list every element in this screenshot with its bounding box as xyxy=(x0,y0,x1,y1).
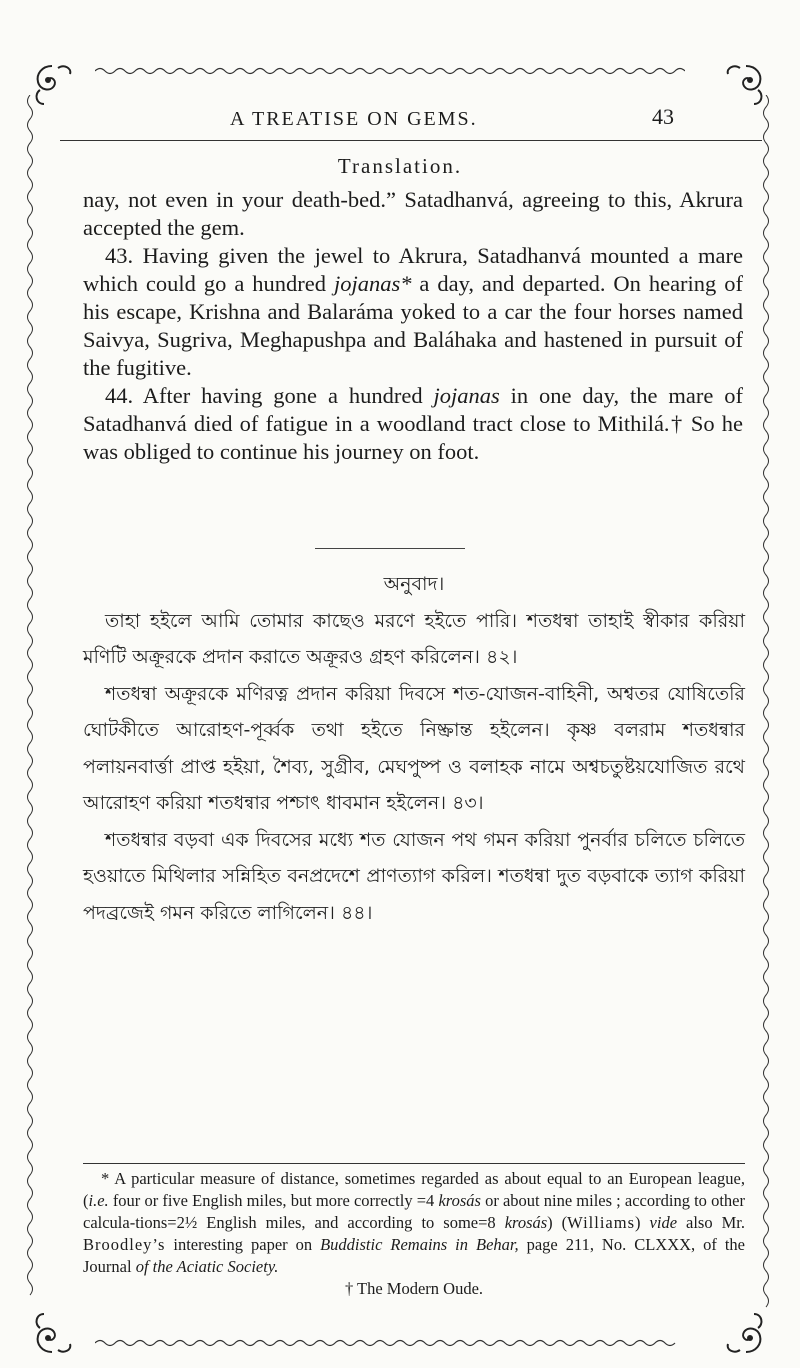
footnote xyxy=(83,1168,745,1278)
italic-term: jojanas xyxy=(433,383,500,408)
top-border-ornament xyxy=(95,66,685,76)
footnote-mark: * xyxy=(101,1169,110,1188)
italic-term: vide xyxy=(649,1213,678,1232)
paragraph: শতধন্বা অক্রূরকে মণিরত্ন প্রদান করিয়া দিবসে শত-যোজন-বাহিনী, অশ্বতর যোষিতেরি ঘোটকীতে আরোহণ-পূর্ব্বক তথা হইতে নিষ্ক্রান্ত হইলেন। কৃষ্ণ বলরাম শতধন্বার পলায়নবার্ত্তা প্রাপ্ত হইয়া, শৈব্য, সুগ্রীব, মেঘপুষ্প ও বলাহক নামে অশ্বচতুষ্টয়যোজিত রথে আরোহণ করিয়া শতধন্বার পশ্চাৎ ধাবমান হইলেন। ৪৩। xyxy=(83,682,745,814)
text-run: interesting paper on xyxy=(165,1235,321,1254)
text-run: A particular measure of distance, sometimes regarded as about equal to an European league, ( xyxy=(83,1169,745,1210)
text-run: a day, and departed. On hearing of his escape, Krishna and Balaráma yoked to a car the four horses named Saivya, Sugriva, Meghapushpa and Baláhaka and hastened in pursuit of the fugitive. xyxy=(83,271,743,380)
page-number: 43 xyxy=(652,104,674,129)
italic-term: jojanas xyxy=(333,271,401,296)
text-run: ) ( xyxy=(547,1213,568,1232)
left-border-ornament xyxy=(24,95,36,1335)
text-run: ) xyxy=(635,1213,650,1232)
author-name: Broodley’s xyxy=(83,1235,166,1254)
text-run: 44. After having gone a hundred xyxy=(105,383,434,408)
section-title: Translation. xyxy=(337,154,463,178)
text-run: or about nine miles ; according to other calcula-tions=2½ English miles, and according to some=8 xyxy=(83,1191,745,1232)
corner-flourish-icon xyxy=(28,1310,76,1358)
running-head: A TREATISE ON GEMS. xyxy=(230,108,478,130)
footnote-rule xyxy=(83,1163,745,1164)
paragraph: শতধন্বার বড়বা এক দিবসের মধ্যে শত যোজন পথ গমন করিয়া পুনর্বার চলিতে চলিতে হওয়াতে মিথিলার সন্নিহিত বনপ্রদেশে প্রাণত্যাগ করিল। শতধন্বা দুত বড়বাকে ত্যাগ করিয়া পদব্রজেই গমন করিতে লাগিলেন। ৪৪। xyxy=(83,828,745,924)
header-rule xyxy=(60,140,762,141)
text-run: page 211, No. CLXXX, of the Journal xyxy=(83,1235,745,1276)
corner-flourish-icon xyxy=(28,60,76,108)
italic-term: of the Aciatic Society. xyxy=(135,1257,279,1276)
text-run: also Mr. xyxy=(677,1213,745,1232)
paragraph xyxy=(83,186,743,242)
paragraph xyxy=(83,242,743,382)
bengali-text xyxy=(83,566,745,931)
footnote-mark: † xyxy=(669,411,684,436)
text-run: four or five English miles, but more correctly =4 xyxy=(108,1191,439,1210)
footnote: † The Modern Oude. xyxy=(344,1279,484,1298)
corner-flourish-icon xyxy=(722,60,770,108)
text-run: 43. Having given the jewel to Akrura, Satadhanvá mounted a mare which could go a hundred xyxy=(83,243,743,296)
translation-text xyxy=(83,186,743,466)
corner-flourish-icon xyxy=(722,1310,770,1358)
italic-term: i.e. xyxy=(88,1191,109,1210)
author-name: Williams xyxy=(567,1213,636,1232)
italic-term: krosás xyxy=(438,1191,481,1210)
text-run: So he was obliged to continue his journey on foot. xyxy=(83,411,743,464)
italic-term: Buddistic Remains in Behar, xyxy=(320,1235,519,1254)
italic-term: krosás xyxy=(504,1213,548,1232)
text-run: in one day, the mare of Satadhanvá died of fatigue in a woodland tract close to Mithilá. xyxy=(83,383,743,436)
bottom-border-ornament xyxy=(95,1338,685,1348)
bengali-heading: অনুবাদ। xyxy=(383,573,445,595)
footnotes xyxy=(83,1168,745,1300)
paragraph: তাহা হইলে আমি তোমার কাছেও মরণে হইতে পারি। শতধন্বা তাহাই স্বীকার করিয়া মণিটি অক্রূরকে প্রদান করাতে অক্রূরও গ্রহণ করিলেন। ৪২। xyxy=(83,609,745,668)
right-border-ornament xyxy=(760,95,772,1335)
text-run: nay, not even in your death-bed.” Satadhanvá, agreeing to this, Akrura accepted the gem. xyxy=(83,187,743,240)
paragraph xyxy=(83,382,743,466)
section-divider xyxy=(315,548,465,549)
footnote-mark: * xyxy=(400,271,412,296)
